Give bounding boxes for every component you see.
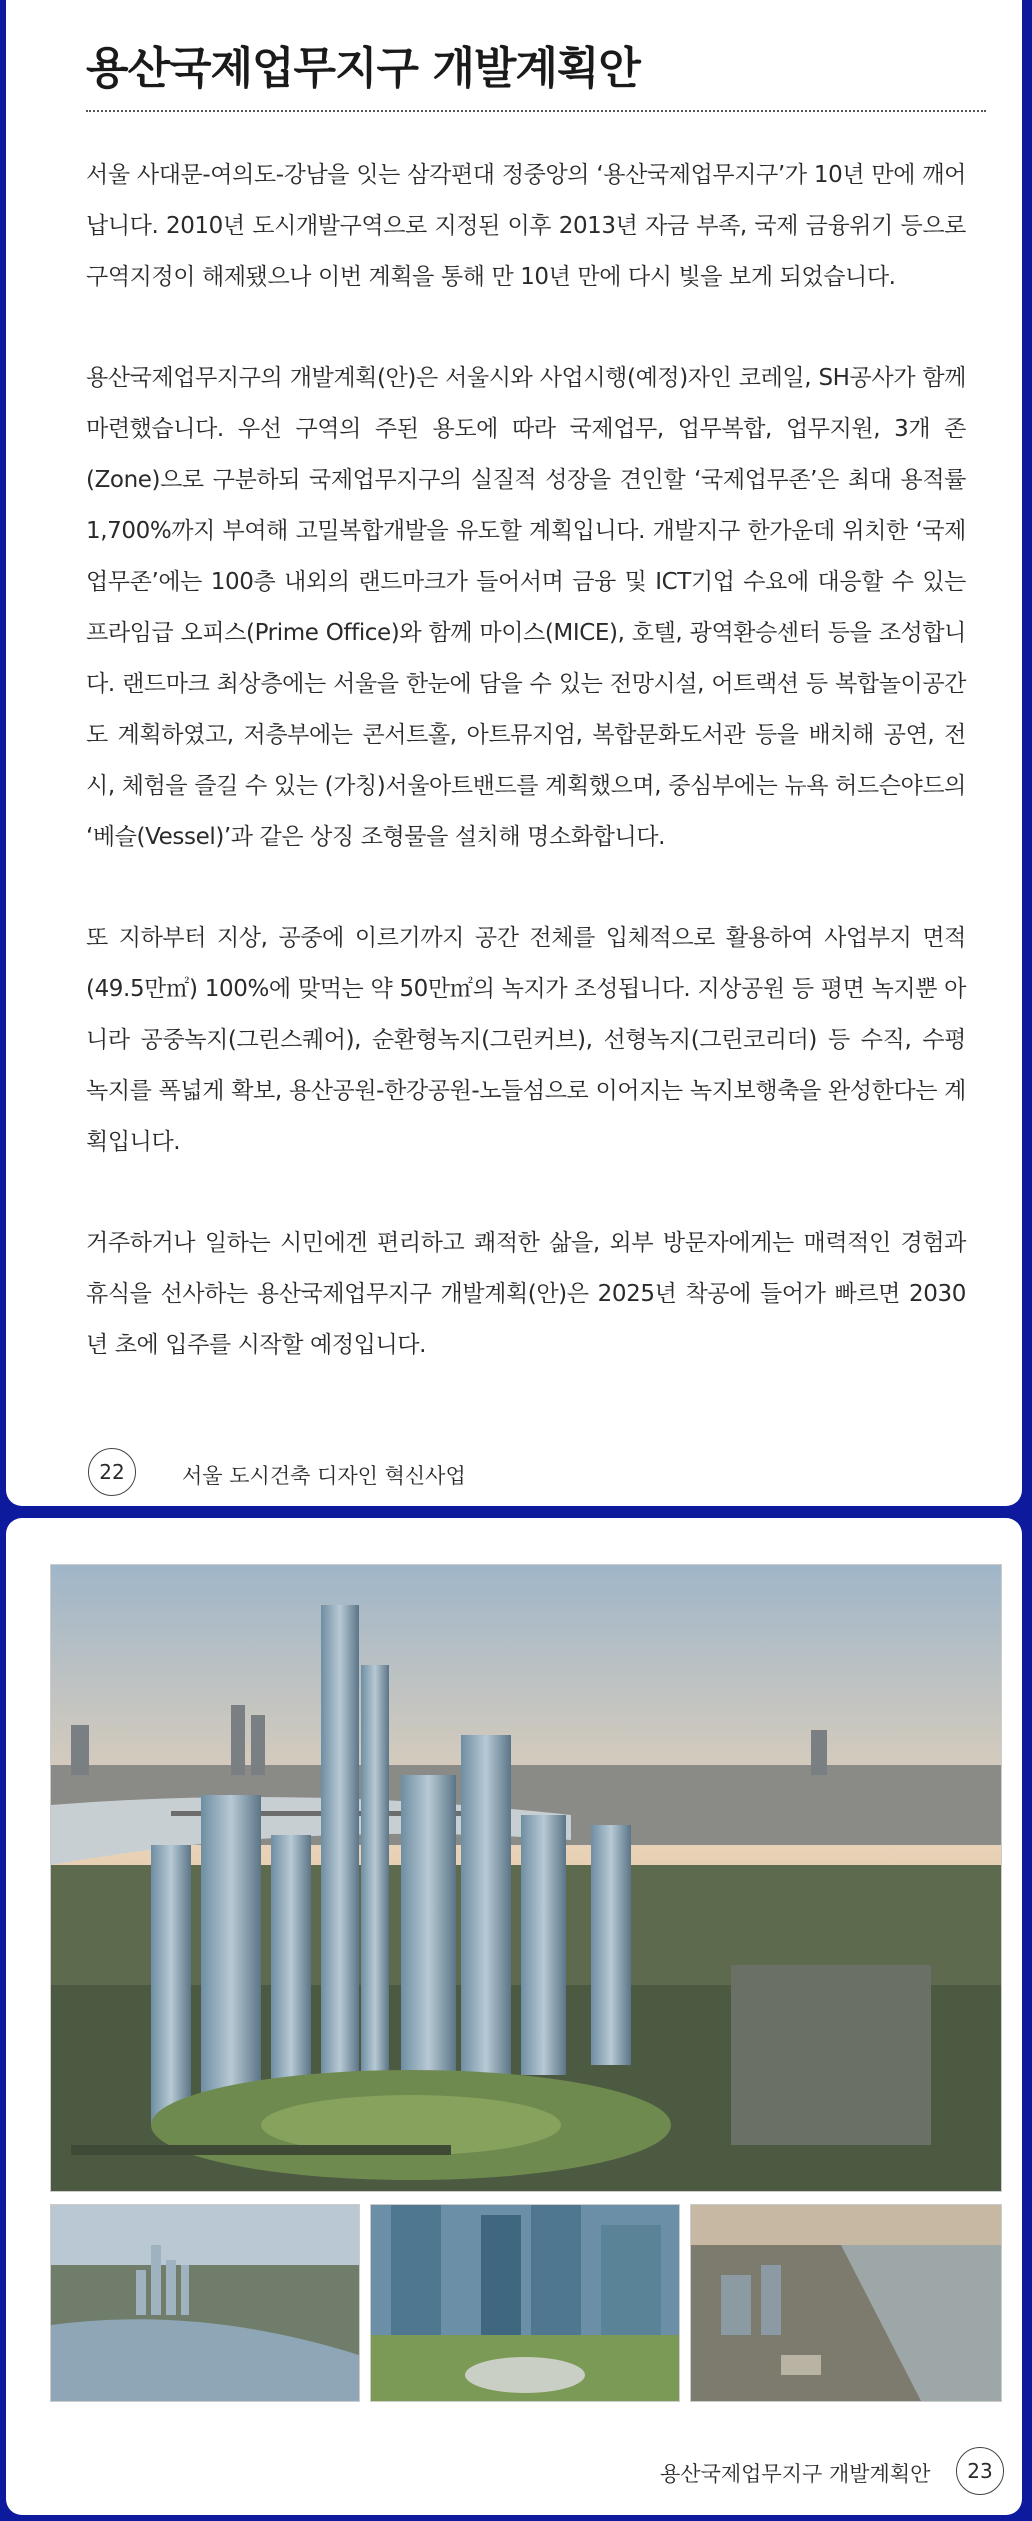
paragraph-3: 또 지하부터 지상, 공중에 이르기까지 공간 전체를 입체적으로 활용하여 사업부지 면적(49.5만㎡) 100%에 맞먹는 약 50만㎡의 녹지가 조성됩니다. 지상공원 등 평면 녹지뿐 아니라 공중녹지(그린스퀘어), 순환형녹지(그린커브), 선형녹지(그린코리더) 등 수직, 수평 녹지를 폭넓게 확보, 용산공원-한강공원-노들섬으로 이어지는 녹지보행축을 완성한다는 계획입니다.: [86, 925, 966, 1155]
riverside-rendering: [690, 2204, 1002, 2402]
page-title: 용산국제업무지구 개발계획안: [86, 43, 640, 94]
aerial-rendering-river-view: [50, 2204, 360, 2402]
title-divider: [86, 110, 986, 112]
page-22: [6, 0, 1022, 1506]
paragraph-2: 용산국제업무지구의 개발계획(안)은 서울시와 사업시행(예정)자인 코레일, SH공사가 함께 마련했습니다. 우선 구역의 주된 용도에 따라 국제업무, 업무복합, 업무지원, 3개 존(Zone)으로 구분하되 국제업무지구의 실질적 성장을 견인할 ‘국제업무존’은 최대 용적률 1,700%까지 부여해 고밀복합개발을 유도할 계획입니다. 개발지구 한가운데 위치한 ‘국제업무존’에는 100층 내외의 랜드마크가 들어서며 금융 및 ICT기업 수요에 대응할 수 있는 프라임급 오피스(Prime Office)와 함께 마이스(MICE), 호텔, 광역환승센터 등을 조성합니다. 랜드마크 최상층에는 서울을 한눈에 담을 수 있는 전망시설, 어트랙션 등 복합놀이공간도 계획하였고, 저층부에는 콘서트홀, 아트뮤지엄, 복합문화도서관 등을 배치해 공연, 전시, 체험을 즐길 수 있는 (가칭)서울아트밴드를 계획했으며, 중심부에는 뉴욕 허드슨야드의 ‘베슬(Vessel)’과 같은 상징 조형물을 설치해 명소화합니다.: [86, 365, 966, 850]
paragraph-4: 거주하거나 일하는 시민에겐 편리하고 쾌적한 삶을, 외부 방문자에게는 매력적인 경험과 휴식을 선사하는 용산국제업무지구 개발계획(안)은 2025년 착공에 들어가 빠르면 2030년 초에 입주를 시작할 예정입니다.: [86, 1230, 966, 1358]
aerial-rendering-main: [50, 1564, 1002, 2192]
running-footer: 서울 도시건축 디자인 혁신사업: [182, 1464, 466, 1488]
article-body: [86, 150, 966, 1421]
page-number: 22: [88, 1448, 136, 1496]
page-number: 23: [956, 2447, 1004, 2495]
page-23: [6, 1518, 1022, 2515]
running-footer: 용산국제업무지구 개발계획안: [660, 2462, 931, 2486]
plaza-rendering: [370, 2204, 680, 2402]
paragraph-1: 서울 사대문-여의도-강남을 잇는 삼각편대 정중앙의 ‘용산국제업무지구’가 10년 만에 깨어납니다. 2010년 도시개발구역으로 지정된 이후 2013년 자금 부족, 국제 금융위기 등으로 구역지정이 해제됐으나 이번 계획을 통해 만 10년 만에 다시 빛을 보게 되었습니다.: [86, 162, 966, 290]
